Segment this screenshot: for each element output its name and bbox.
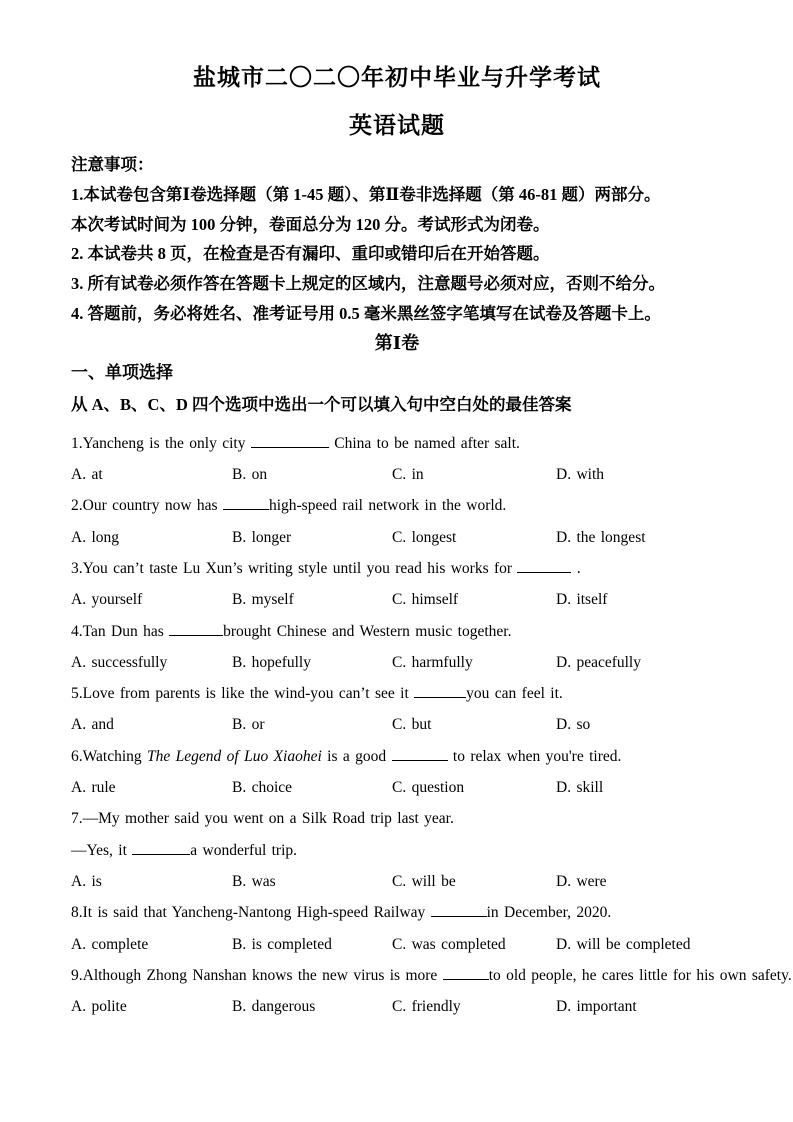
options-row <box>71 929 723 960</box>
option: A. is <box>71 872 102 890</box>
notice-line: 4. 答题前，务必将姓名、准考证号用 0.5 毫米黑丝签字笔填写在试卷及答题卡上。 <box>71 303 661 323</box>
option: D. skill <box>556 779 604 797</box>
question-line <box>71 678 723 709</box>
option: B. longer <box>232 528 292 546</box>
question-text: in December, 2020. <box>486 904 612 922</box>
question-text: 8.It is said that Yancheng-Nantong High-speed Railway <box>71 904 431 922</box>
question-text: 1.Yancheng is the only city <box>71 434 251 452</box>
options-row <box>71 584 723 615</box>
question-text: high-speed rail network in the world. <box>268 497 507 515</box>
option: B. on <box>232 466 268 484</box>
option: B. is completed <box>232 935 332 953</box>
question-block <box>71 803 723 897</box>
option: A. at <box>71 466 103 484</box>
notice-heading: 注意事项： <box>71 155 154 174</box>
question-text: The Legend of Luo Xiaohei <box>147 747 322 765</box>
page-title: 盐城市二〇二〇年初中毕业与升学考试 <box>193 65 601 90</box>
question-text: 6.Watching <box>71 747 148 765</box>
option: D. so <box>556 716 591 734</box>
option: C. in <box>392 466 424 484</box>
question-text: 3.You can’t taste Lu Xun’s writing style until you read his works for <box>71 559 518 577</box>
option: A. and <box>71 716 114 734</box>
question-text: . <box>571 559 581 577</box>
option: B. myself <box>232 591 294 609</box>
question-line <box>71 741 723 772</box>
option: C. himself <box>392 591 459 609</box>
option: D. itself <box>556 591 608 609</box>
question-text: 9.Although Zhong Nanshan knows the new virus is more <box>71 966 443 984</box>
blank-underline <box>431 903 487 917</box>
notice-section <box>71 150 723 329</box>
option: D. important <box>556 998 637 1016</box>
question-line <box>71 553 723 584</box>
question-text: 2.Our country now has <box>71 497 223 515</box>
options-row <box>71 709 723 740</box>
question-block <box>71 553 723 616</box>
question-text: 4.Tan Dun has <box>71 622 170 640</box>
option: D. will be completed <box>556 935 691 953</box>
blank-underline <box>392 747 448 761</box>
question-block <box>71 490 723 553</box>
questions <box>71 428 792 1023</box>
blank-underline <box>517 559 571 573</box>
blank-underline <box>169 621 223 635</box>
option: D. were <box>556 872 607 890</box>
option: C. but <box>392 716 432 734</box>
options-row <box>71 772 723 803</box>
document-body <box>71 0 792 1022</box>
question-text: you can feel it. <box>466 685 563 703</box>
option: D. the longest <box>556 528 646 546</box>
options-row <box>71 866 723 897</box>
question-text: 5.Love from parents is like the wind-you can’t see it <box>71 685 415 703</box>
option: A. long <box>71 528 119 546</box>
notice-line: 本次考试时间为 100 分钟，卷面总分为 120 分。考试形式为闭卷。 <box>71 214 550 234</box>
question-text: brought Chinese and Western music together. <box>223 622 512 640</box>
notice-line: 2. 本试卷共 8 页，在检查是否有漏印、重印或错印后在开始答题。 <box>71 244 550 264</box>
question-line <box>71 835 723 866</box>
options-row <box>71 459 723 490</box>
question-block <box>71 428 723 491</box>
question-text: is a good <box>321 747 392 765</box>
option: B. or <box>232 716 265 734</box>
option: D. with <box>556 466 604 484</box>
option: C. question <box>392 779 465 797</box>
notice-line: 3. 所有试卷必须作答在答题卡上规定的区域内，注意题号必须对应，否则不给分。 <box>71 274 665 294</box>
option: C. will be <box>392 872 456 890</box>
section-title: 第Ⅰ卷 <box>374 332 420 353</box>
question-text: a wonderful trip. <box>190 841 298 859</box>
question-line <box>71 897 723 928</box>
question-text: to old people, he cares little for his own safety. <box>488 966 792 984</box>
options-row <box>71 647 723 678</box>
question-block <box>71 960 792 1023</box>
blank-underline <box>223 496 269 510</box>
question-text: —Yes, it <box>71 841 133 859</box>
option: A. yourself <box>71 591 143 609</box>
option: C. friendly <box>392 998 461 1016</box>
blank-underline <box>443 966 489 980</box>
question-text: China to be named after salt. <box>328 434 520 452</box>
question-text: to relax when you're tired. <box>447 747 622 765</box>
option: C. was completed <box>392 935 506 953</box>
part-heading: 一、单项选择 <box>71 362 173 382</box>
option: D. peacefully <box>556 653 641 671</box>
option: C. harmfully <box>392 653 473 671</box>
option: A. polite <box>71 998 127 1016</box>
question-block <box>71 741 723 804</box>
option: A. rule <box>71 779 116 797</box>
option: B. dangerous <box>232 998 316 1016</box>
options-row <box>71 522 723 553</box>
option: B. choice <box>232 779 293 797</box>
question-line <box>71 616 723 647</box>
option: B. hopefully <box>232 653 311 671</box>
option: A. successfully <box>71 653 168 671</box>
question-line <box>71 960 792 991</box>
notice-line: 1.本试卷包含第Ⅰ卷选择题（第 1-45 题）、第Ⅱ卷非选择题（第 46-81 题）两部分。 <box>71 184 661 204</box>
option: C. longest <box>392 528 457 546</box>
part-instruction: 从 A、B、C、D 四个选项中选出一个可以填入句中空白处的最佳答案 <box>71 394 572 414</box>
question-block <box>71 897 723 960</box>
blank-underline <box>251 434 329 448</box>
option: A. complete <box>71 935 149 953</box>
question-block <box>71 616 723 679</box>
question-line <box>71 490 723 521</box>
question-block <box>71 678 723 741</box>
page-subtitle: 英语试题 <box>349 113 445 138</box>
options-row <box>71 991 723 1022</box>
blank-underline <box>132 840 190 854</box>
blank-underline <box>414 684 466 698</box>
question-line <box>71 803 723 834</box>
question-line <box>71 428 723 459</box>
question-text: 7.—My mother said you went on a Silk Road trip last year. <box>71 810 454 828</box>
option: B. was <box>232 872 276 890</box>
